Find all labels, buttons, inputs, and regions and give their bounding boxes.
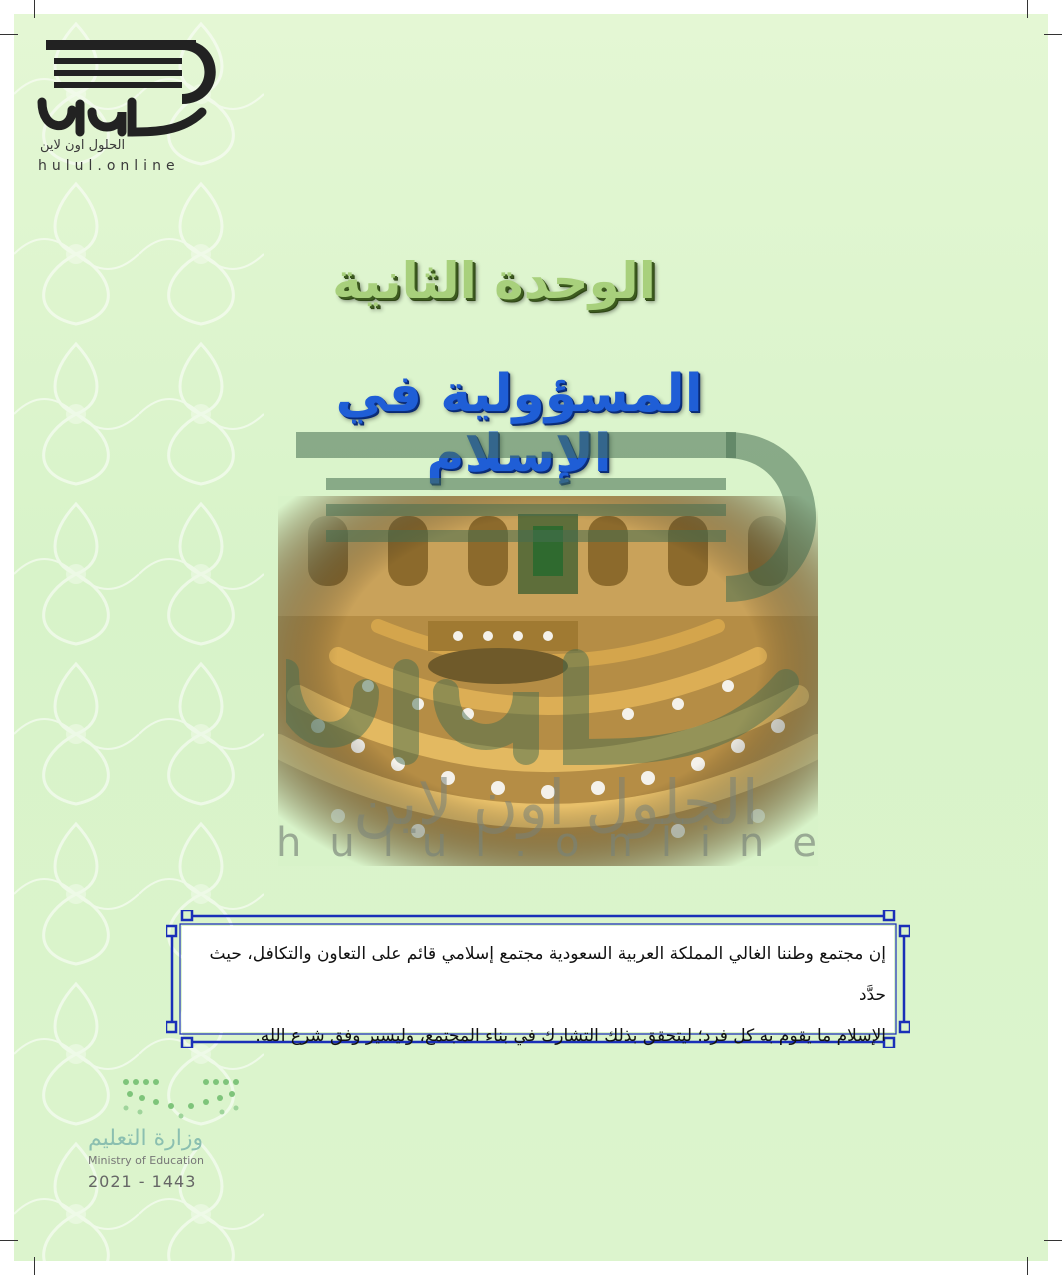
crop-mark <box>34 0 35 18</box>
unit-subtitle: المسؤولية في <box>335 364 703 424</box>
hulul-logo-latin: hulul.online <box>38 158 180 174</box>
hulul-logo-subtitle: الحلول اون لاين <box>40 138 126 153</box>
crop-mark <box>1027 1257 1028 1275</box>
book-page <box>14 14 1048 1261</box>
watermark-center-latin: hulul.online <box>276 820 846 866</box>
intro-paragraph <box>196 934 886 1057</box>
hulul-logo-mark <box>32 32 222 142</box>
hulul-logo <box>32 32 222 182</box>
crop-mark <box>0 34 18 35</box>
crop-mark <box>1044 34 1062 35</box>
ministry-logo <box>56 1072 256 1202</box>
crop-mark <box>1027 0 1028 18</box>
ministry-dots-icon <box>116 1072 246 1122</box>
ministry-name-en: Ministry of Education <box>88 1154 205 1167</box>
watermark-center-arabic: الحلول اون لاين <box>353 766 759 839</box>
crop-mark <box>1044 1240 1062 1241</box>
unit-title: الوحدة الثانية <box>332 252 656 310</box>
intro-line-2: الإسلام ما يقوم به كل فرد؛ ليتحقق بذلك التشارك في بناء المجتمع، وليسير وفق شرع الله. <box>255 1026 886 1046</box>
intro-line-1: إن مجتمع وطننا الغالي المملكة العربية السعودية مجتمع إسلامي قائم على التعاون والتكافل، حيث حدَّد <box>209 944 886 1005</box>
ministry-name-ar: وزارة التعليم <box>88 1126 204 1151</box>
hulul-watermark-mark <box>286 432 846 792</box>
edition-year: 2021 - 1443 <box>88 1172 197 1191</box>
intro-text-box <box>166 910 910 1048</box>
crop-mark <box>34 1257 35 1275</box>
crop-mark <box>0 1240 18 1241</box>
